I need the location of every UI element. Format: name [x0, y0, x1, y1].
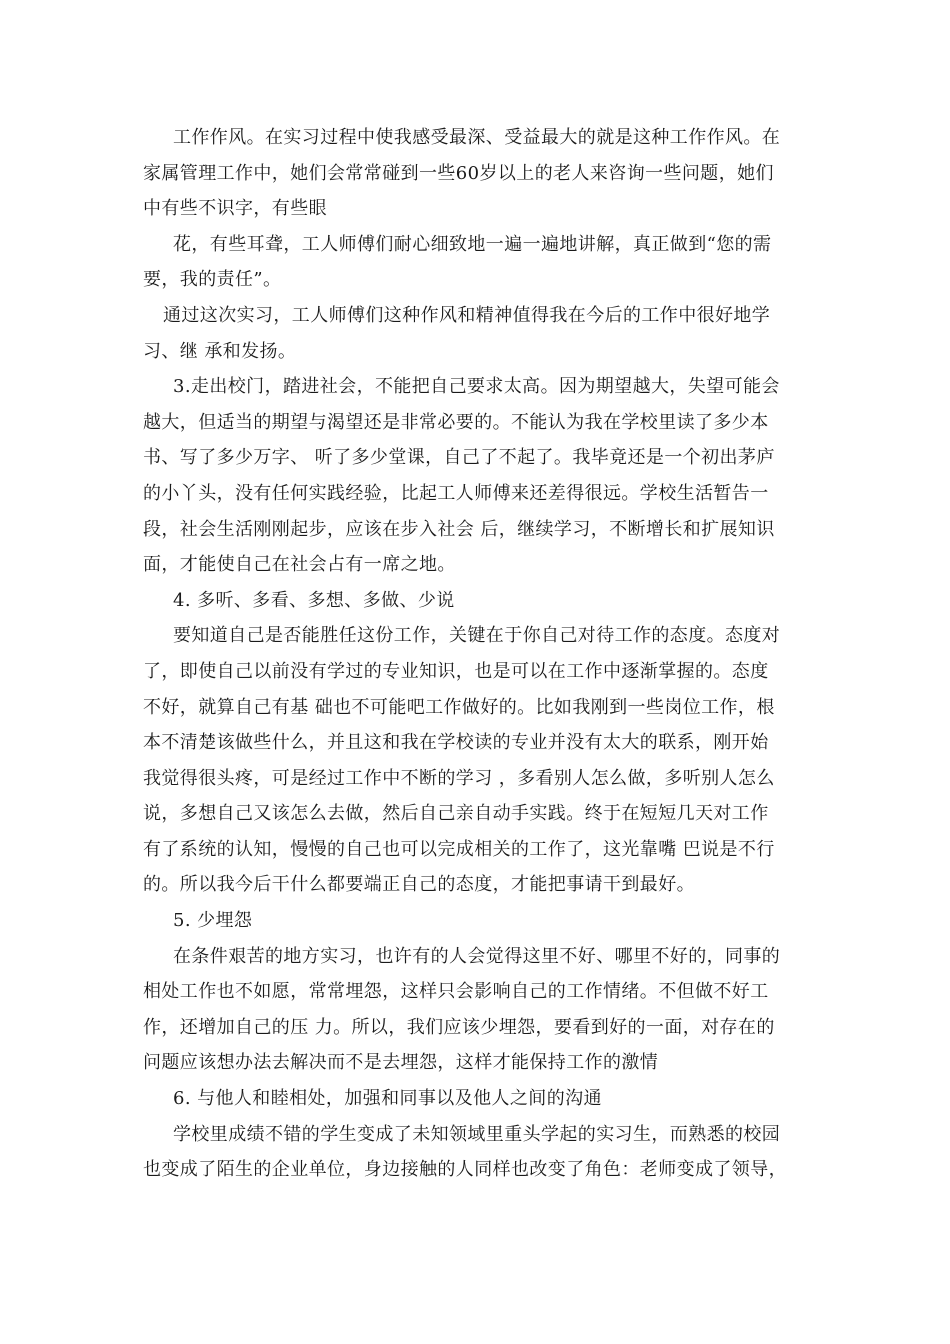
text-line: 也变成了陌生的企业单位，身边接触的人同样也改变了角色：老师变成了领导，: [143, 1159, 787, 1181]
text-line: 有了系统的认知，慢慢的自己也可以完成相关的工作了，这光靠嘴 巴说是不行: [143, 838, 775, 860]
text-line: 要，我的责任”。: [143, 269, 282, 291]
text-line: 学校里成绩不错的学生变成了未知领域里重头学起的实习生，而熟悉的校园: [173, 1123, 781, 1145]
text-line: 家属管理工作中，她们会常常碰到一些60岁以上的老人来咨询一些问题，她们: [143, 162, 774, 184]
text-line: 面，才能使自己在社会占有一席之地。: [143, 554, 456, 576]
text-line: 我觉得很头疼，可是经过工作中不断的学习 ，多看别人怎么做，多听别人怎么: [143, 767, 775, 789]
text-line: 在条件艰苦的地方实习，也许有的人会觉得这里不好、哪里不好的，同事的: [173, 945, 781, 967]
text-line: 中有些不识字，有些眼: [143, 198, 327, 220]
text-line: 越大，但适当的期望与渴望还是非常必要的。不能认为我在学校里读了多少本: [143, 411, 769, 433]
text-line: 花，有些耳聋，工人师傅们耐心细致地一遍一遍地讲解，真正做到“您的需: [173, 233, 772, 255]
text-line: 不好，就算自己有基 础也不可能吧工作做好的。比如我刚到一些岗位工作，根: [143, 696, 775, 718]
text-line: 的。所以我今后干什么都要端正自己的态度，才能把事请干到最好。: [143, 874, 695, 896]
text-line: 段，社会生活刚刚起步，应该在步入社会 后，继续学习，不断增长和扩展知识: [143, 518, 775, 540]
text-line: 书、写了多少万字、 听了多少堂课，自己了不起了。我毕竟还是一个初出茅庐: [143, 447, 775, 469]
text-line: 通过这次实习，工人师傅们这种作风和精神值得我在今后的工作中很好地学: [163, 304, 771, 326]
text-line: 说，多想自己又该怎么去做，然后自己亲自动手实践。终于在短短几天对工作: [143, 803, 769, 825]
text-line: 工作作风。在实习过程中使我感受最深、受益最大的就是这种工作作风。在: [173, 127, 781, 148]
text-line: 习、继 承和发扬。: [143, 340, 297, 362]
text-line: 作，还增加自己的压 力。所以，我们应该少埋怨，要看到好的一面，对存在的: [143, 1016, 775, 1038]
document-body: [143, 120, 811, 1188]
text-line: 要知道自己是否能胜任这份工作，关键在于你自己对待工作的态度。态度对: [173, 625, 781, 647]
section-heading: 4. 多听、多看、多想、多做、少说: [173, 589, 455, 611]
section-heading: 6. 与他人和睦相处，加强和同事以及他人之间的沟通: [173, 1088, 602, 1110]
text-line: 本不清楚该做些什么，并且这和我在学校读的专业并没有太大的联系，刚开始: [143, 732, 769, 754]
text-line: 了，即使自己以前没有学过的专业知识，也是可以在工作中逐渐掌握的。态度: [143, 660, 769, 682]
text-line: 相处工作也不如愿，常常埋怨，这样只会影响自己的工作情绪。不但做不好工: [143, 981, 769, 1003]
text-line: 的小丫头，没有任何实践经验，比起工人师傅来还差得很远。学校生活暂告一: [143, 482, 769, 504]
section-heading: 5. 少埋怨: [173, 910, 253, 932]
text-line: 问题应该想办法去解决而不是去埋怨，这样才能保持工作的激情: [143, 1052, 659, 1074]
text-line: 3.走出校门，踏进社会，不能把自己要求太高。因为期望越大，失望可能会: [173, 376, 780, 398]
